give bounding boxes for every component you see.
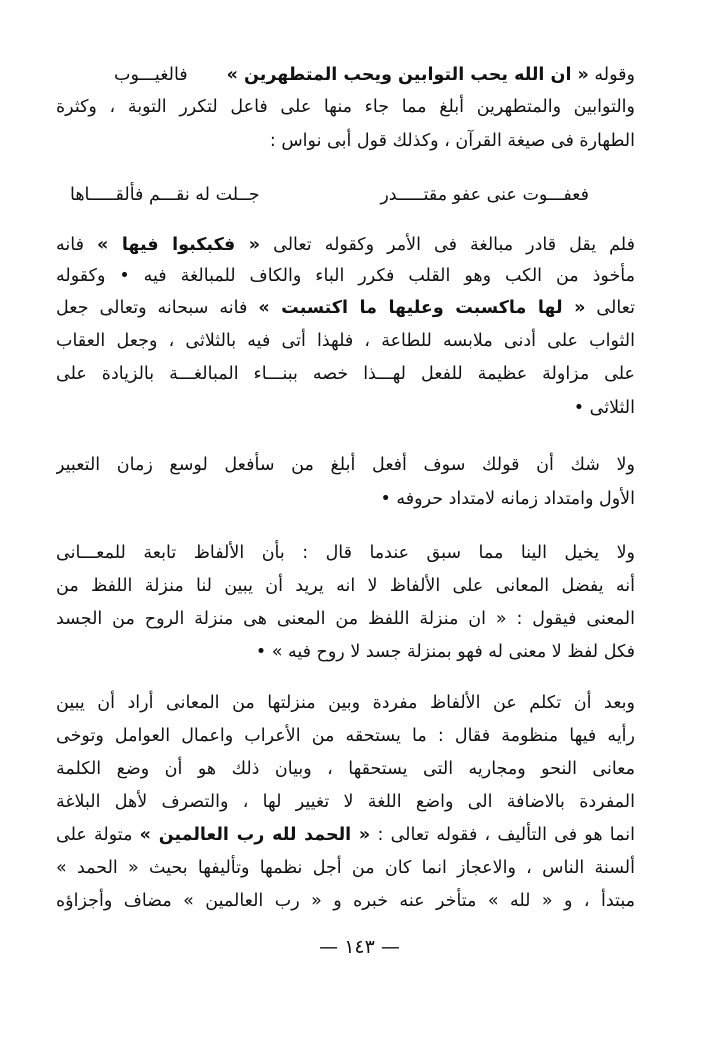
text-line-18: معانى النحو ومجاريه التى يستحقها ، وبيان ذلك هو أن وضع الكلمة: [56, 759, 635, 779]
quran-quote: « ان الله يحب التوابين ويحب المتطهرين »: [226, 65, 589, 85]
text-line-15: فكل لفظ لا معنى له فهو بمنزلة جسد لا روح فيه » •: [255, 642, 635, 662]
quran-quote: « فكبكبوا فيها »: [96, 235, 261, 255]
text-line-13: أنه يفضل المعانى على الألفاظ لا انه يريد أن يبين لنا منزلة اللفظ من: [56, 576, 635, 596]
page-number: — ١٤٣ —: [319, 936, 400, 958]
verse-first-hemistich: فعفـــوت عنى عفو مقتـــــدر: [380, 185, 589, 205]
text-line-12: ولا يخيل الينا مما سبق عندما قال : بأن الألفاظ تابعة للمعـــانى: [56, 543, 635, 563]
text-line-19: المفردة بالاضافة الى واضع اللغة لا تغيير لها ، والتصرف لأهل البلاغة: [56, 792, 635, 812]
text-line-17: رأيه فيها منظومة فقال : ما يستحقه من الأعراب واعمال العوامل وتوخى: [56, 726, 635, 746]
text-line-20: انما هو فى التأليف ، فقوله تعالى : « الحمد لله رب العالمين » متولة على: [56, 825, 635, 845]
text-line-4: فلم يقل قادر مبالغة فى الأمر وكقوله تعالى « فكبكبوا فيها » فانه: [56, 235, 635, 255]
text-line-5: مأخوذ من الكب وهو القلب فكرر الباء والكاف للمبالغة فيه • وكقوله: [56, 266, 635, 286]
text-line-6: تعالى « لها ماكسبت وعليها ما اكتسبت » فانه سبحانه وتعالى جعل: [56, 298, 635, 318]
text-line-22: مبتدأ ، و « لله » متأخر عنه خبره و « رب العالمين » مضاف وأجزاؤه: [56, 891, 635, 911]
text-line-9: الثلاثى •: [573, 398, 635, 418]
text-line-21: ألسنة الناس ، والاعجاز انما كان من أجل نظمها وتأليفها بحيث « الحمد »: [56, 858, 635, 878]
text-line-3: الطهارة فى صيغة القرآن ، وكذلك قول أبى نواس :: [269, 131, 635, 151]
text-line-8: على مزاولة عظيمة للفعل لهـــذا خصه ببنـــاء المبالغـــة بالزيادة على: [56, 364, 635, 384]
text-line-16: وبعد أن تكلم عن الألفاظ مفردة وبين منزلتها من المعانى أراد أن يبين: [56, 693, 635, 713]
poetry-verse: [70, 180, 589, 210]
text-line-10: ولا شك أن قولك سوف أفعل أبلغ من سأفعل لوسع زمان التعبير: [56, 455, 635, 475]
text-line-7: الثواب على أدنى ملابسه للطاعة ، فلهذا أتى فيه بالثلاثى ، وجعل العقاب: [56, 331, 635, 351]
verse-second-hemistich: جــلت له نقـــم فألقـــــاها: [70, 185, 260, 205]
text-line-2: والتوابين والمتطهرين أبلغ مما جاء منها على فاعل لتكرر التوبة ، وكثرة: [56, 97, 635, 117]
text-line-11: الأول وامتداد زمانه لامتداد حروفه •: [380, 489, 635, 509]
text-line-14: المعنى فيقول : « ان منزلة اللفظ من المعنى هى منزلة الروح من الجسد: [56, 609, 635, 629]
quran-quote: « لها ماكسبت وعليها ما اكتسبت »: [258, 298, 586, 318]
quran-quote: « الحمد لله رب العالمين »: [139, 825, 371, 845]
text-line-1: وقوله « ان الله يحب التوابين ويحب المتطهرين » فالغيـــوب: [114, 65, 635, 85]
